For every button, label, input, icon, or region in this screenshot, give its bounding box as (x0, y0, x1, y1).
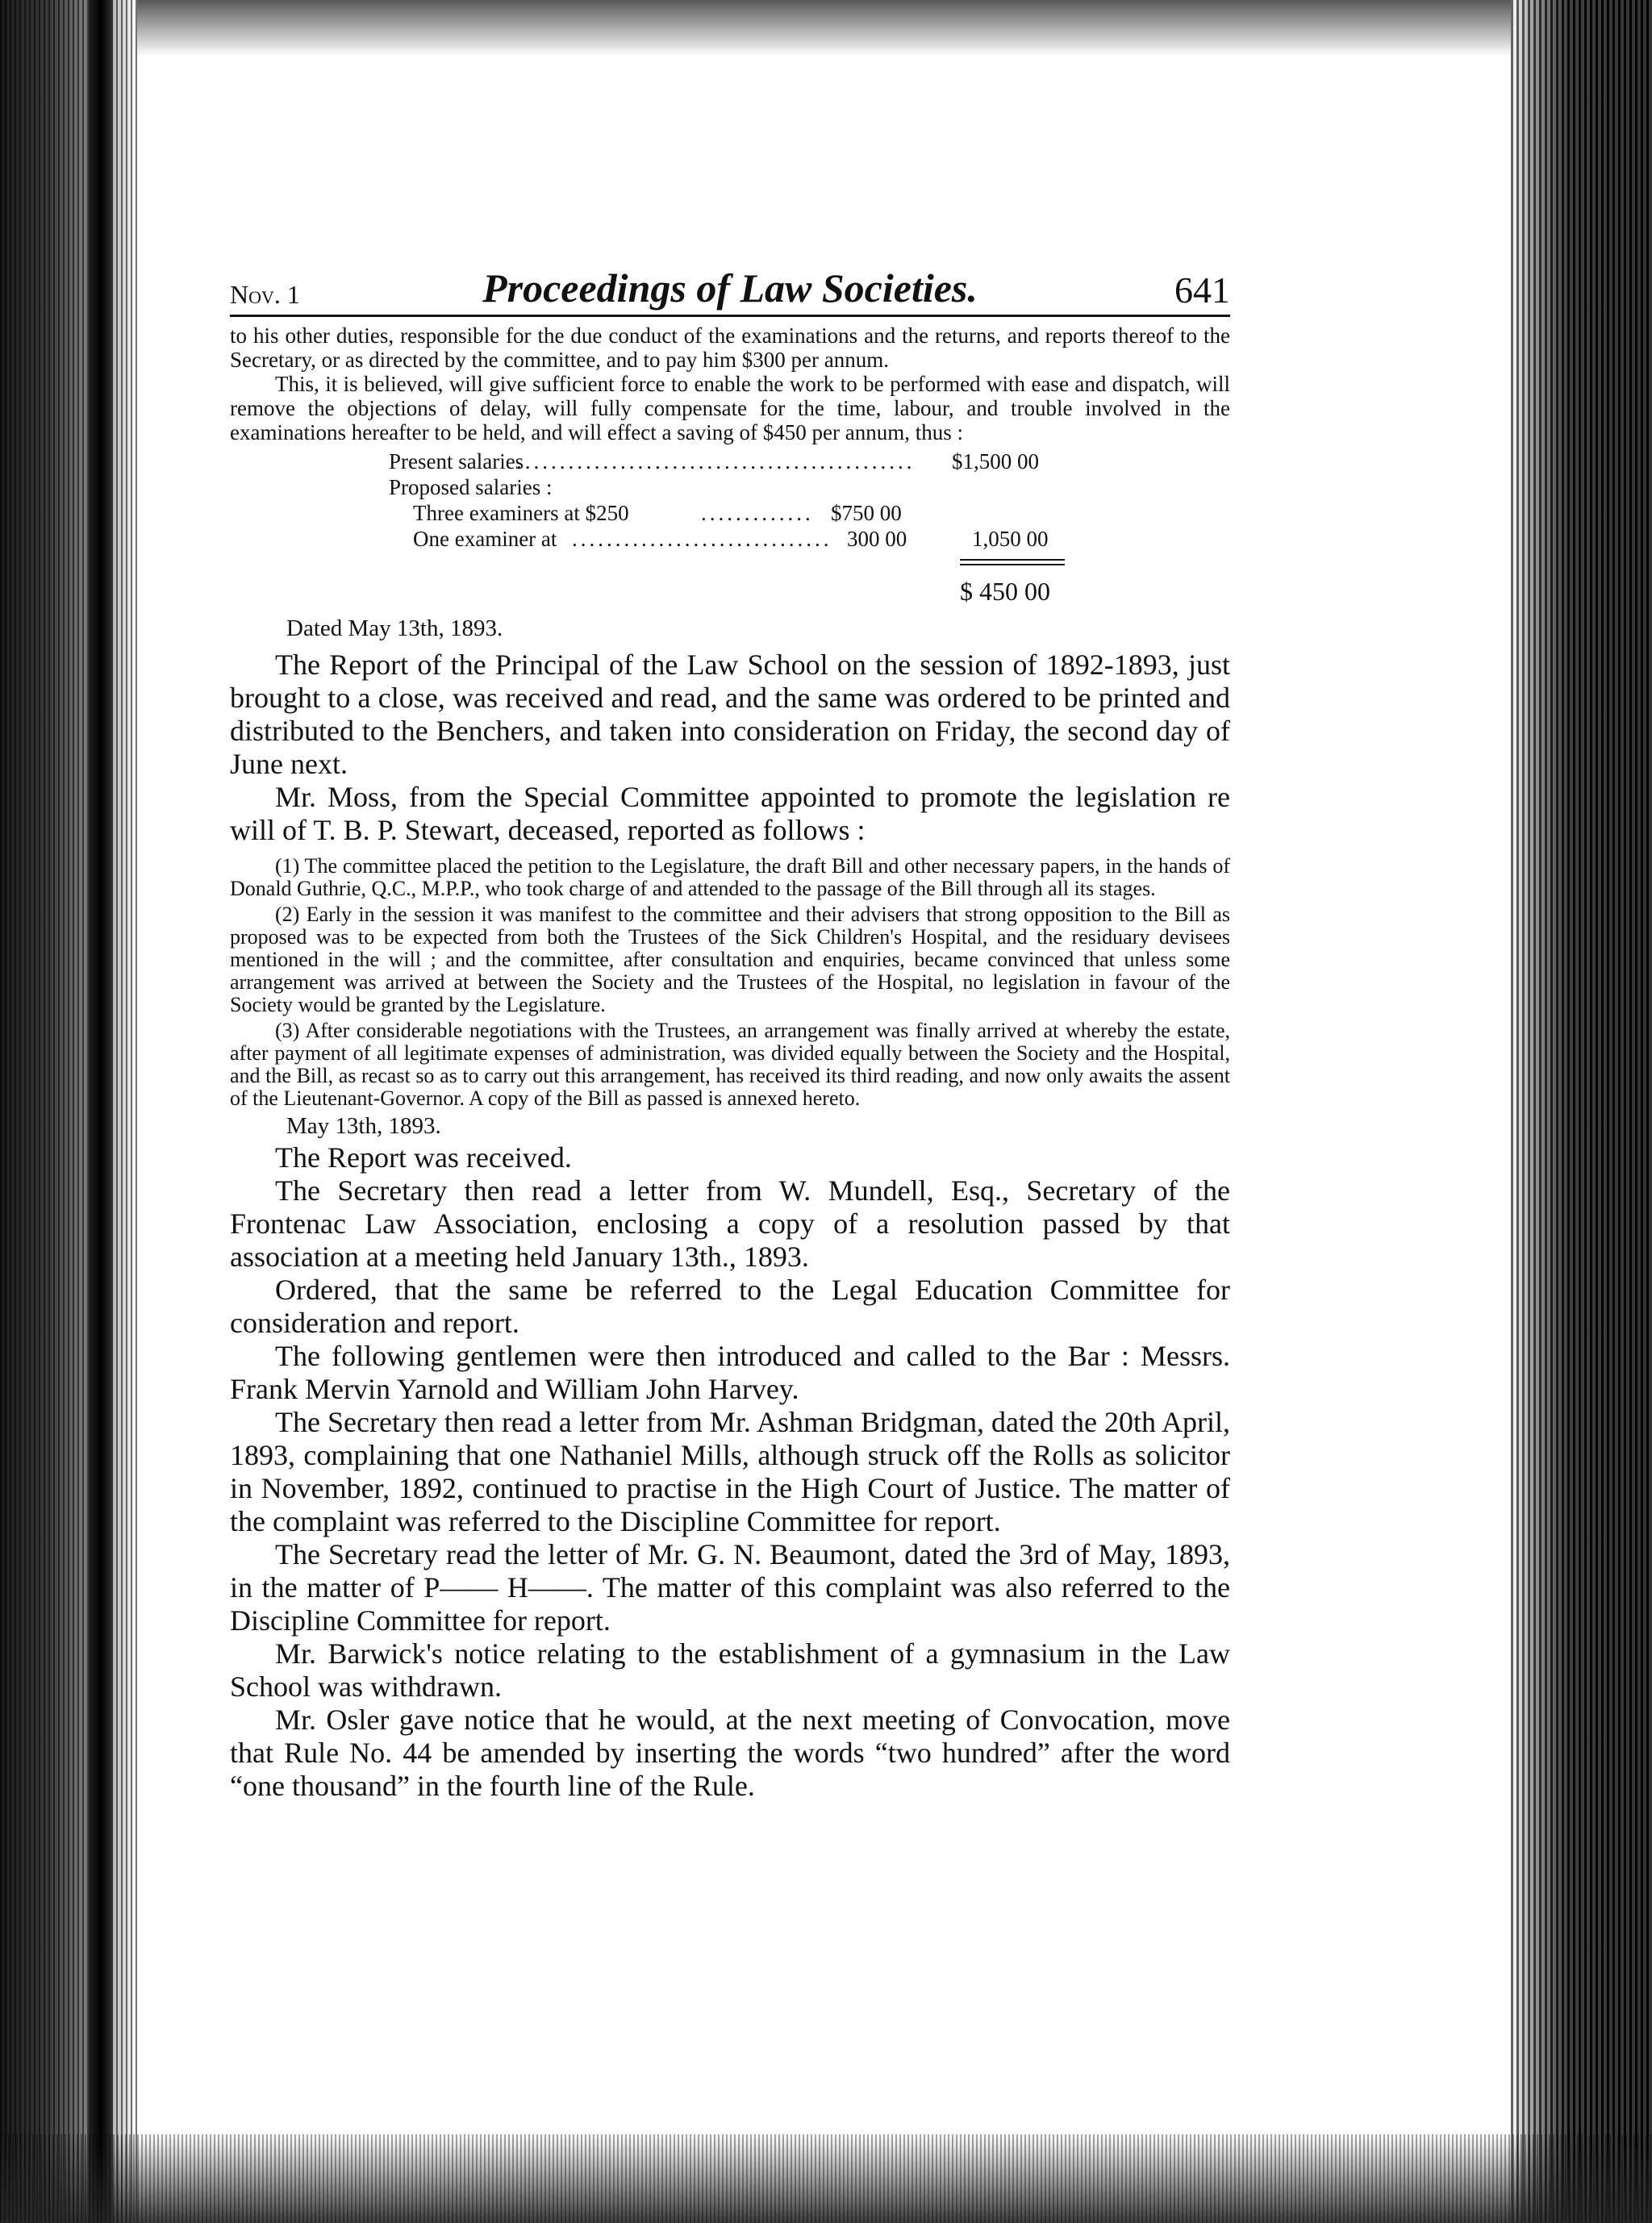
header-date: Nov. 1 (230, 280, 300, 309)
leader-dots: .............................. (572, 527, 832, 551)
scan-bottom-edge (0, 2134, 1652, 2223)
body-paragraph: The Secretary then read a letter from Mr. Ashman Bridgman, dated the 20th April, 1893, complaining that one Nathaniel Mills, although struck off the Rolls as solicitor in November, 1892, continued to practise in the High Court of Justice. The matter of the complaint was referred to the Discipline Committee for report. (230, 1406, 1230, 1537)
proposed-salaries-label: Proposed salaries : (389, 475, 553, 499)
body-paragraph: The Report was received. (275, 1141, 572, 1174)
body-paragraph: Mr. Moss, from the Special Committee appointed to promote the legislation re will of T. B. P. Stewart, deceased, reported as follows : (230, 781, 1230, 846)
report-item: (1) The committee placed the petition to the Legislature, the draft Bill and other necessary papers, in the hands of Donald Guthrie, Q.C., M.P.P., who took charge of and attended to the passage of the Bill through all its stages. (230, 854, 1230, 900)
body-paragraph: Ordered, that the same be referred to the Legal Education Committee for consideration and report. (230, 1274, 1230, 1339)
scan-right-edge (1511, 0, 1652, 2223)
proposed-total-amount: 1,050 00 (972, 527, 1049, 551)
body-paragraph: The Secretary read the letter of Mr. G. N. Beaumont, dated the 3rd of May, 1893, in the matter of P—— H——. The matter of this complaint was also referred to the Discipline Committee for report. (230, 1538, 1230, 1637)
report-date: May 13th, 1893. (286, 1113, 441, 1139)
intro-paragraph-2: This, it is believed, will give sufficient force to enable the work to be performed with ease and dispatch, will remove the objections of delay, will fully compensate for the time, labour, and trouble involved in the examinations hereafter to be held, and will effect a saving of $450 per annum, thus : (230, 372, 1230, 444)
report-item: (3) After considerable negotiations with the Trustees, an arrangement was finally arrived at whereby the estate, after payment of all legitimate expenses of administration, was divided equally between the Society and the Hospital, and the Bill, as recast so as to carry out this arrangement, has received its third reading, and now only awaits the assent of the Lieutenant-Governor. A copy of the Bill as passed is annexed hereto. (230, 1019, 1230, 1110)
body-paragraph: Mr. Osler gave notice that he would, at the next meeting of Convocation, move that Rule No. 44 be amended by inserting the words “two hundred” after the word “one thousand” in the fourth line of the Rule. (230, 1704, 1230, 1802)
body-paragraph: Mr. Barwick's notice relating to the establishment of a gymnasium in the Law School was withdrawn. (230, 1637, 1230, 1703)
book-page (230, 258, 1230, 1803)
sum-rule (960, 564, 1065, 565)
one-examiner-label: One examiner at (413, 527, 557, 551)
sum-rule (960, 559, 1065, 561)
leader-dots: .............................................. (516, 449, 916, 473)
salaries-table (230, 446, 1230, 607)
page-number: 641 (1174, 269, 1230, 311)
three-examiners-amount: $750 00 (831, 501, 902, 525)
saving-amount: $ 450 00 (960, 577, 1050, 606)
committee-report (230, 855, 1230, 1110)
three-examiners-label: Three examiners at $250 (413, 501, 629, 525)
report-item: (2) Early in the session it was manifest to the committee and their advisers that strong opposition to the Bill as proposed was to be expected from both the Trustees of the Sick Children's Hospital, and the residuary devisees mentioned in the will ; and the committee, after consultation and enquiries, became convinced that unless some arrangement was arrived at between the Society and the Trustees of the Hospital, no legislation in favour of the Society would be granted by the Legislature. (230, 903, 1230, 1016)
present-salaries-amount: $1,500 00 (952, 449, 1039, 473)
dated-line: Dated May 13th, 1893. (286, 615, 503, 641)
header-title: Proceedings of Law Societies. (482, 265, 978, 311)
scan-top-edge (0, 0, 1652, 56)
intro-paragraph-1: to his other duties, responsible for the due conduct of the examinations and the returns, and reports thereof to the Secretary, or as directed by the committee, and to pay him $300 per annum. (230, 323, 1230, 372)
body-paragraph: The Secretary then read a letter from W. Mundell, Esq., Secretary of the Frontenac Law Association, enclosing a copy of a resolution passed by that association at a meeting held January 13th., 1893. (230, 1174, 1230, 1273)
body-paragraph: The following gentlemen were then introduced and called to the Bar : Messrs. Frank Mervin Yarnold and William John Harvey. (230, 1340, 1230, 1405)
body-paragraph: The Report of the Principal of the Law School on the session of 1892-1893, just brought to a close, was received and read, and the same was ordered to be printed and distributed to the Benchers, and taken into consideration on Friday, the second day of June next. (230, 649, 1230, 780)
one-examiner-amount: 300 00 (847, 527, 907, 551)
leader-dots: ............. (701, 501, 814, 525)
scan-left-edge (0, 0, 137, 2223)
present-salaries-label: Present salaries (389, 449, 524, 473)
running-head (230, 258, 1230, 317)
book-gutter (89, 0, 113, 2223)
